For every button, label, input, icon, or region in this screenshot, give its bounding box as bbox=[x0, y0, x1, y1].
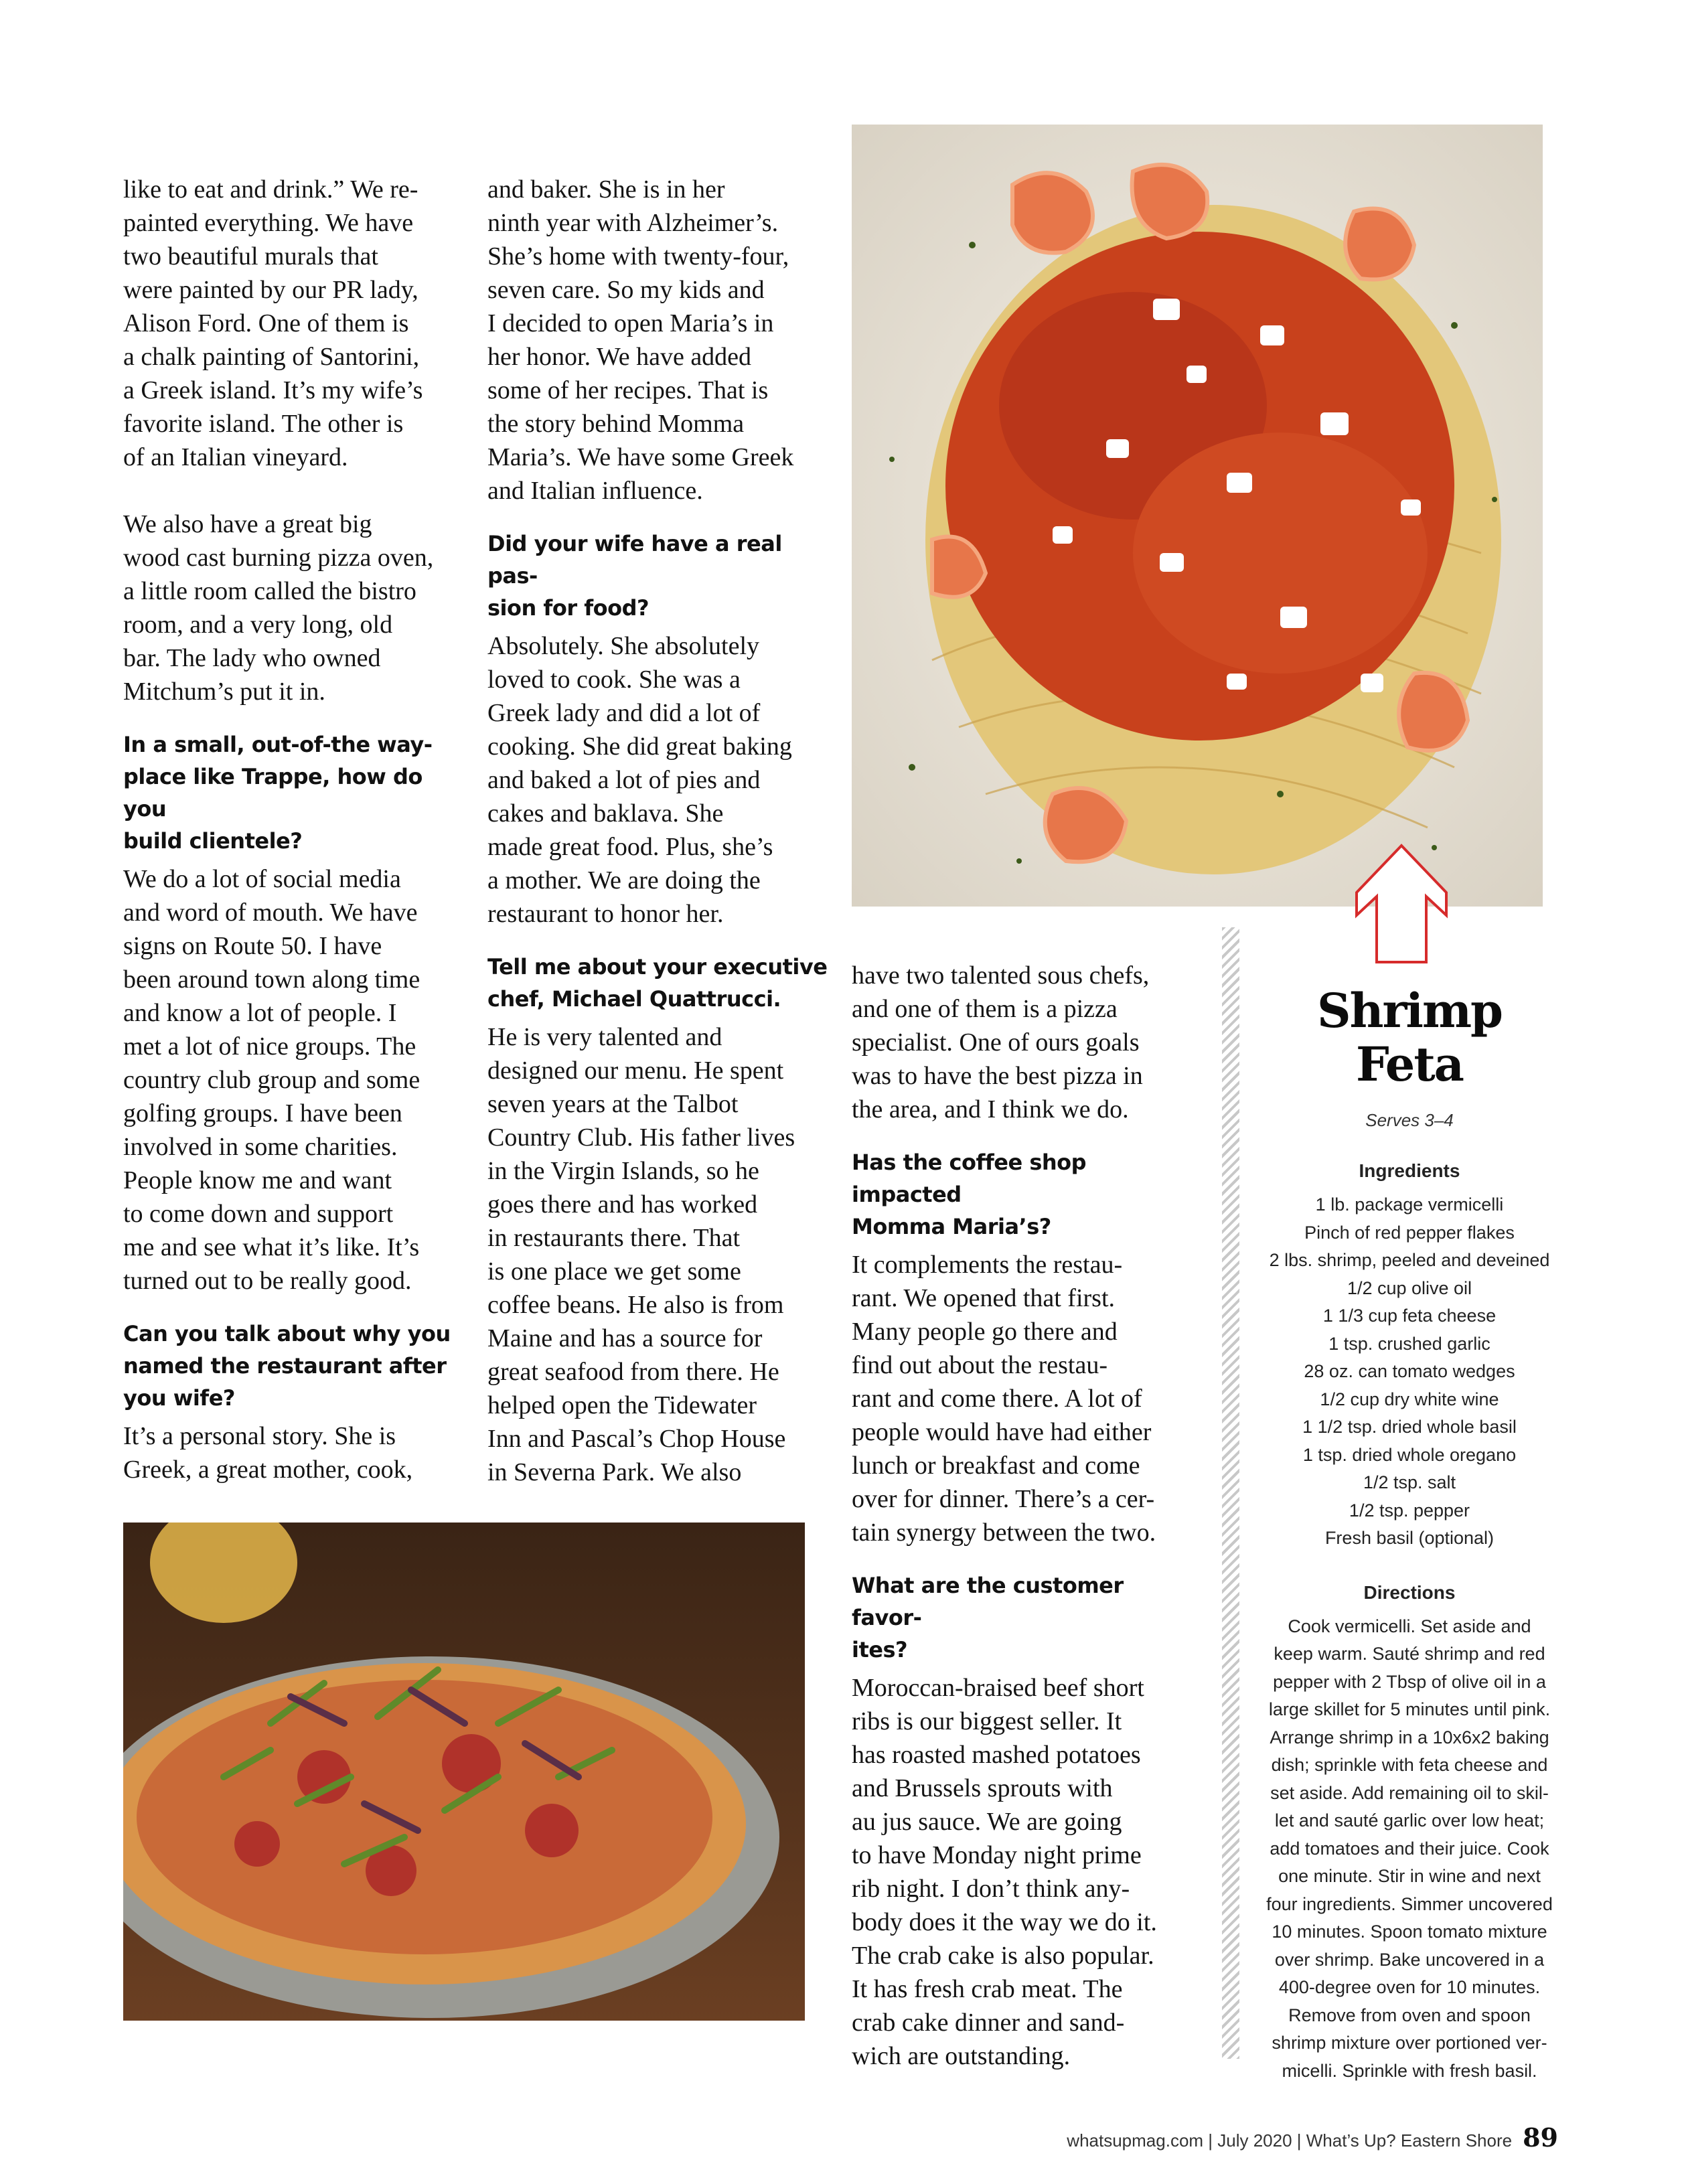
ingredient-item: 1 lb. package vermicelli bbox=[1315, 1194, 1504, 1215]
ingredient-item: 1/2 tsp. pepper bbox=[1349, 1500, 1470, 1520]
paragraph: We also have a great big wood cast burning pizza oven, a little room called the bistro room, and a very long, old bar. The lady who owned Mitchum’s put it in. bbox=[123, 510, 434, 706]
shrimp-feta-photo bbox=[852, 125, 1543, 907]
interview-question: What are the customer favor- ites? bbox=[852, 1573, 1124, 1662]
directions-text: Cook vermicelli. Set aside and keep warm. Sauté shrimp and red pepper with 2 Tbsp of olive oil in a large skillet for 5 minutes until pink. Arrange shrimp in a 10x6x2 baking dish; sprinkle with feta cheese and set aside. Add remaining oil to skil- let and sauté garlic over low heat; add tomatoes and their juice. Cook one minute. Stir in wine and next four ingredients. Simmer uncovered 10 minutes. Spoon tomato mixture over shrimp. Bake uncovered in a 400-degree oven for 10 minutes. Remove from oven and spoon shrimp mixture over portioned ver- micelli. Sprinkle with fresh basil. bbox=[1266, 1616, 1553, 2081]
ingredients-heading: Ingredients bbox=[1359, 1160, 1460, 1181]
ingredient-item: 1/2 tsp. salt bbox=[1363, 1472, 1456, 1492]
ingredient-item: 1/2 cup dry white wine bbox=[1320, 1389, 1499, 1409]
ingredient-item: 2 lbs. shrimp, peeled and deveined bbox=[1269, 1250, 1550, 1270]
paragraph: We do a lot of social media and word of mouth. We have signs on Route 50. I have been around town along time and know a lot of people. I met a lot of nice groups. The country club group and some golfing groups. I have been involved in some charities. People know me and want to come down and support me and see what it’s like. It’s turned out to be really good. bbox=[123, 865, 420, 1295]
red-arrow-icon bbox=[1351, 840, 1452, 967]
interview-question: Has the coffee shop impacted Momma Maria’s? bbox=[852, 1150, 1087, 1239]
pizza-photo bbox=[123, 1523, 805, 2021]
article-column-2 bbox=[487, 173, 836, 1489]
directions-heading: Directions bbox=[1363, 1581, 1456, 1603]
interview-question: Did your wife have a real pas- sion for food? bbox=[487, 531, 782, 621]
paragraph: It’s a personal story. She is Greek, a great mother, cook, bbox=[123, 1422, 413, 1484]
article-column-3 bbox=[852, 959, 1200, 2073]
paragraph: Moroccan-braised beef short ribs is our biggest seller. It has roasted mashed potatoes and Brussels sprouts with au jus sauce. We are going to have Monday night prime rib night. I don’t think any- body does it the way we do it. The crab cake is also popular. It has fresh crab meat. The crab cake dinner and sand- wich are outstanding. bbox=[852, 1674, 1157, 2070]
paragraph: Absolutely. She absolutely loved to cook. She was a Greek lady and did a lot of cooking. She did great baking and baked a lot of pies and cakes and baklava. She made great food. Plus, she’s a mother. We are doing the restaurant to honor her. bbox=[487, 632, 792, 928]
stripe-divider bbox=[1222, 927, 1239, 2059]
ingredient-item: 1 1/2 tsp. dried whole basil bbox=[1302, 1417, 1517, 1437]
paragraph: like to eat and drink.” We re- painted everything. We have two beautiful murals that were painted by our PR lady, Alison Ford. One of them is a chalk painting of Santorini, a Greek island. It’s my wife’s favorite island. The other is of an Italian vineyard. bbox=[123, 175, 423, 471]
ingredient-item: 28 oz. can tomato wedges bbox=[1304, 1361, 1515, 1381]
interview-question: In a small, out-of-the way- place like Trappe, how do you build clientele? bbox=[123, 732, 433, 854]
ingredient-item: 1 tsp. crushed garlic bbox=[1328, 1333, 1490, 1354]
page-number: 89 bbox=[1523, 2122, 1558, 2153]
ingredient-item: Fresh basil (optional) bbox=[1324, 1528, 1495, 1548]
ingredient-item: 1 tsp. dried whole oregano bbox=[1302, 1444, 1517, 1465]
ingredient-item: 1/2 cup olive oil bbox=[1347, 1277, 1472, 1298]
page-footer bbox=[1067, 2122, 1558, 2153]
paragraph: and baker. She is in her ninth year with Alzheimer’s. She’s home with twenty-four, seven care. So my kids and I decided to open Maria’s in her honor. We have added some of her recipes. That is the story behind Momma Maria’s. We have some Greek and Italian influence. bbox=[487, 175, 794, 505]
recipe-sidebar bbox=[1259, 984, 1560, 2085]
paragraph: It complements the restau- rant. We opened that first. Many people go there and find out about the restau- rant and come there. A lot of people would have had either lunch or breakfast and come over for dinner. There’s a cer- tain synergy between the two. bbox=[852, 1251, 1156, 1547]
interview-question: Tell me about your executive chef, Michael Quattrucci. bbox=[487, 954, 828, 1012]
paragraph: He is very talented and designed our menu. He spent seven years at the Talbot Country Club. His father lives in the Virgin Islands, so he goes there and has worked in restaurants there. That is one place we get some coffee beans. He also is from Maine and has a source for great seafood from there. He helped open the Tidewater Inn and Pascal’s Chop House in Severna Park. We also bbox=[487, 1023, 795, 1486]
ingredients-list bbox=[1259, 1191, 1560, 1553]
interview-question: Can you talk about why you named the restaurant after you wife? bbox=[123, 1321, 451, 1411]
recipe-serves: Serves 3–4 bbox=[1365, 1110, 1454, 1130]
recipe-title: Shrimp Feta bbox=[1317, 983, 1502, 1092]
footer-text: whatsupmag.com | July 2020 | What’s Up? Eastern Shore bbox=[1067, 2130, 1513, 2151]
article-column-1 bbox=[123, 173, 471, 1486]
ingredient-item: 1 1/3 cup feta cheese bbox=[1322, 1306, 1497, 1326]
ingredient-item: Pinch of red pepper flakes bbox=[1304, 1222, 1515, 1243]
paragraph: have two talented sous chefs, and one of them is a pizza specialist. One of ours goals was to have the best pizza in the area, and I think we do. bbox=[852, 961, 1150, 1123]
